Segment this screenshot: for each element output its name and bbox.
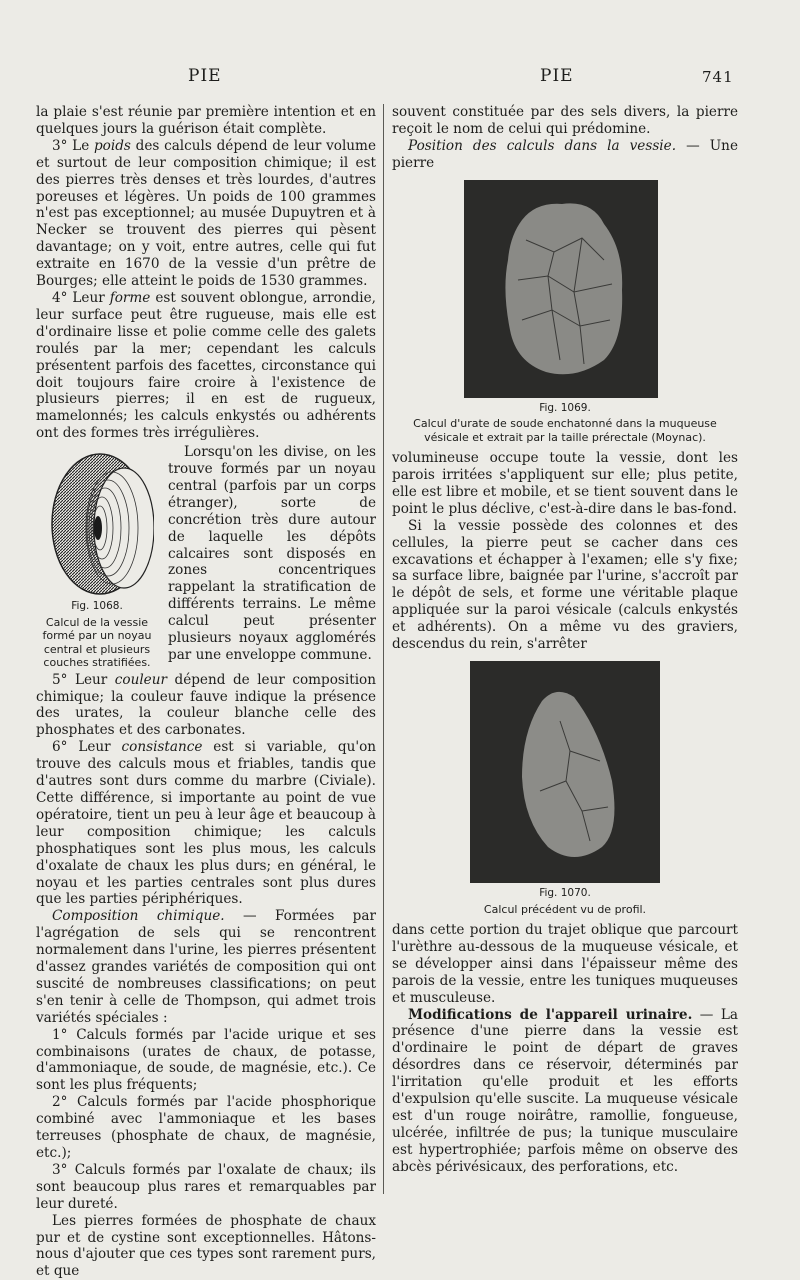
paragraph <box>36 908 376 1026</box>
paragraph: 2° Calculs formés par l'acide phosphorique combiné avec l'ammoniaque et les bases terreuses (phosphate de chaux, de magnésie, etc.); <box>36 1094 376 1161</box>
paragraph: Lorsqu'on les divise, on les trouve formés par un noyau central (parfois par un corps étranger), sorte de concrétion très dure autour de laquelle les dépôts calcaires sont disposés en zones concentriques rappelant la stratification de différents terrains. Le même calcul peut présenter plusieurs noyaux agglomérés par une enveloppe commune. <box>168 444 376 663</box>
section-heading: Composition chimique. <box>52 908 225 925</box>
text: — La présence d'une pierre dans la vessie est d'ordinaire le point de départ de graves désordres dans ce réservoir, déterminés par l'irritation qu'elle produit et les efforts d'expulsion qu'elle suscite. La muqueuse vésicale est d'un rouge noirâtre, ramollie, fongueuse, ulcérée, infiltrée de pus; la tunique musculaire est hypertrophiée; parfois même on observe des abcès périvésicaux, des perforations, etc. <box>392 1006 738 1175</box>
figure-caption <box>392 887 738 916</box>
item-number: 3° Le <box>52 137 94 154</box>
caption-text: Calcul précédent vu de profil. <box>483 902 647 916</box>
caption-text: Calcul de la vessie formé par un noyau central et plusieurs couches stratifiées. <box>42 615 152 670</box>
paragraph: 3° Calculs formés par l'oxalate de chaux; ils sont beaucoup plus rares et remarquables par leur dureté. <box>36 1161 376 1212</box>
paragraph: dans cette portion du trajet oblique que parcourt l'urèthre au-dessous de la muqueuse vésicale, et se développer ainsi dans l'épaisseur même des parois de la vessie, entre les tuniques muqueuses et musculeuse. <box>392 922 738 1006</box>
paragraph <box>392 1007 738 1176</box>
item-number: 4° Leur <box>52 289 110 306</box>
term: consistance <box>121 739 203 756</box>
running-head-right: PIE <box>540 66 574 86</box>
figure-number: Fig. 1070. <box>539 887 591 899</box>
text: dépend de leur composition chimique; la couleur fauve indique la présence des urates, la couleur blanche celle des phosphates et des carbonates. <box>36 671 376 739</box>
paragraph: Les pierres formées de phosphate de chaux pur et de cystine sont exceptionnelles. Hâtons-nous d'ajouter que ces types sont rarement purs, et que <box>36 1212 376 1280</box>
calculus-photo <box>464 180 658 398</box>
paragraph <box>36 290 376 442</box>
term: poids <box>93 137 131 154</box>
column-rule <box>383 104 384 1194</box>
figure-caption <box>392 402 738 445</box>
caption-text: Calcul d'urate de soude enchatonné dans la muqueuse vésicale et extrait par la taille prérectale (Moynac). <box>413 417 717 444</box>
section-heading: Position des calculs dans la vessie. <box>408 137 677 154</box>
calculus-profile-photo <box>470 661 660 883</box>
figure-caption <box>36 600 158 670</box>
paragraph: volumineuse occupe toute la vessie, dont les parois irritées s'appliquent sur elle; plus petite, elle est libre et mobile, et se tient souvent dans le point le plus déclive, c'est-à-dire dans le bas-fond. <box>392 450 738 517</box>
item-number: 6° Leur <box>52 739 122 756</box>
text: des calculs dépend de leur volume et surtout de leur composition chimique; il est des pierres très denses et très lourdes, d'autres poreuses et légères. Un poids de 100 grammes n'est pas exceptionnel; au musée Dupuytren et à Necker se trouvent des pierres qui pèsent davantage; on y voit, entre autres, celle qui fut extraite en 1670 de la vessie d'un prêtre de Bourges; elle atteint le poids de 1530 grammes. <box>36 137 376 290</box>
text: est si variable, qu'on trouve des calculs mous et friables, tandis que d'autres sont durs comme du marbre (Civiale). Cette différence, si importante au point de vue opératoire, tient un peu à leur âge et beaucoup à leur composition chimique; les calculs phosphatiques sont les plus mous, les calculs d'oxalate de chaux les plus durs; en général, le noyau et les parties centrales sont plus dures que les parties périphériques. <box>36 739 377 908</box>
paragraph: la plaie s'est réunie par première intention et en quelques jours la guérison était complète. <box>36 104 376 137</box>
right-column <box>392 104 738 1176</box>
text: — Formées par l'agrégation de sels qui se rencontrent normalement dans l'urine, les pierres présentent d'assez grandes variétés de composition qui ont suscité de nombreuses classifications; on peut s'en tenir à celle de Thompson, qui admet trois variétés spéciales : <box>36 908 376 1026</box>
figure-1070 <box>392 661 738 916</box>
paragraph: souvent constituée par des sels divers, la pierre reçoit le nom de celui qui prédomine. <box>392 104 738 137</box>
term: couleur <box>114 671 167 688</box>
paragraph <box>36 138 376 290</box>
paragraph <box>392 138 738 172</box>
figure-number: Fig. 1069. <box>539 401 591 414</box>
figure-1068 <box>36 446 158 670</box>
paragraph <box>36 672 376 740</box>
text: — Une pierre <box>392 137 738 171</box>
item-number: 5° Leur <box>52 671 115 688</box>
section-heading: Modifications de l'appareil urinaire. <box>408 1006 693 1023</box>
figure-1069 <box>392 180 738 445</box>
term: forme <box>109 289 151 306</box>
paragraph <box>36 739 376 908</box>
running-head-left: PIE <box>188 66 222 86</box>
left-column <box>36 104 376 1280</box>
paragraph: Si la vessie possède des colonnes et des cellules, la pierre peut se cacher dans ces excavations et échapper à l'examen; elle s'y fixe; sa surface libre, baignée par l'urine, s'accroît par le dépôt de sels, et forme une véritable plaque appliquée sur la paroi vésicale (calculs enkystés et adhérents). On a même vu des graviers, descendus du rein, s'arrêter <box>392 517 738 653</box>
page-number: 741 <box>702 68 734 86</box>
calculus-section-illustration <box>36 446 154 596</box>
paragraph: 1° Calculs formés par l'acide urique et ses combinaisons (urates de chaux, de potasse, d'ammoniaque, de soude, de magnésie, etc.). Ce sont les plus fréquents; <box>36 1026 376 1094</box>
figure-number: Fig. 1068. <box>71 600 123 613</box>
text: est souvent oblongue, arrondie, leur surface peut être rugueuse, mais elle est d'ordinaire lisse et polie comme celle des galets roulés par la mer; cependant les calculs présentent parfois des facettes, circonstance qui doit toujours faire croire à l'existence de plusieurs pierres; il en est de rugueux, mamelonnés; les calculs enkystés ou adhérents ont des formes très irrégulières. <box>36 289 376 442</box>
